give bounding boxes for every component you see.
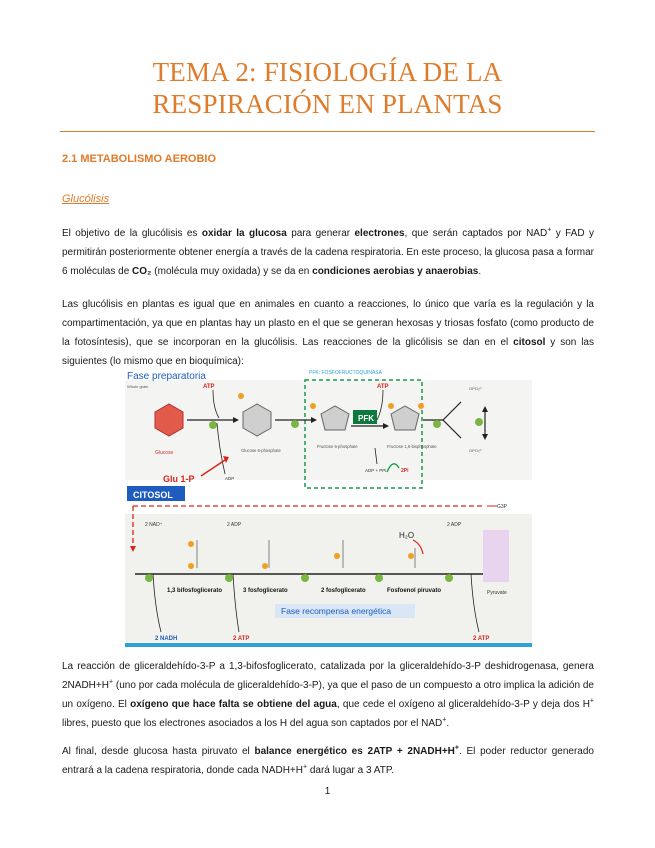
fase-preparatoria-label: Fase preparatoria [127, 371, 206, 382]
pep-label: Fosfoenol piruvato [387, 588, 441, 594]
atp-label-1: ATP [203, 384, 215, 390]
blue-bottom-bar [125, 643, 532, 647]
glycolysis-figure [125, 368, 532, 651]
title-line-2: RESPIRACIÓN EN PLANTAS [152, 89, 503, 119]
paragraph-2: Las glucólisis en plantas es igual que en animales en cuanto a reacciones, lo único que varía es la regulación y la compartimentación, ya que en plantas hay un plasto en el que se generan hexosas y triosas fosfato (como producto de la fotosíntesis), que se incorporan en la glucólisis. Las reacciones de la glicólisis se dan en el citosol y son las siguientes (lo mismo que en bioquímica): [62, 299, 594, 367]
atp-label-2: ATP [377, 384, 389, 390]
pyruvate-label: Pyruvate [487, 590, 507, 596]
paragraph-1: El objetivo de la glucólisis es oxidar la glucosa para generar electrones, que serán captados por NAD+ y FAD y permitirán posteriormente obtener energía a través de la cadena respiratoria. En este proceso, la glucosa pasa a formar 6 moléculas de CO₂ (molécula muy oxidada) y se da en condiciones aerobias y anaerobias. [62, 226, 594, 277]
glucose-label: Glucose [155, 450, 174, 456]
recompensa-label: Fase recompensa energética [281, 606, 392, 616]
nad-label: 2 NAD⁺ [145, 522, 163, 528]
pyruvate-box [483, 530, 509, 582]
citosol-label: CITOSOL [133, 490, 173, 500]
ppi-label: ADP + PPi [365, 468, 387, 473]
adp-label-1: ADP [225, 476, 235, 481]
svg-text:OPO₃²⁻: OPO₃²⁻ [469, 386, 483, 391]
pg2-label: 2 fosfoglicerato [321, 588, 366, 594]
paragraph-4: Al final, desde glucosa hasta piruvato el balance energético es 2ATP + 2NADH+H+. El poder reductor generado entrará a la cadena respiratoria, donde cada NADH+H+ dará lugar a 3 ATP. [62, 744, 594, 776]
page-title [60, 56, 595, 120]
nadh-label: 2 NADH [155, 636, 178, 642]
wholegrain-label: Whole grain [127, 384, 149, 389]
fructose16bp-label: Fructose 1,6-bisphosphate [387, 444, 437, 449]
h2o-label: H₂O [399, 531, 415, 540]
svg-text:OPO₃²⁻: OPO₃²⁻ [469, 448, 483, 453]
pfk-header-label: PFK: FOSFOFRUCTOQUINASA [309, 370, 382, 376]
title-rule [60, 131, 595, 132]
paragraph-3: La reacción de gliceraldehído-3-P a 1,3-bifosfoglicerato, catalizada por la gliceraldehído-3-P deshidrogenasa, genera 2NADH+H+ (uno por cada molécula de gliceraldehído-3-P), ya que el paso de un compuesto a otro implica la adición de un oxígeno. El oxígeno que hace falta se obtiene del agua, que cede el oxígeno al gliceraldehído-3-P y deja dos H+ libres, puesto que los electrones asociados a los H del agua son captados por el NAD+. [62, 661, 595, 729]
pfk-label: PFK [358, 414, 374, 423]
bpg-label: 1,3 bifosfoglicerato [167, 588, 223, 594]
glu1p-label: Glu 1-P [163, 474, 195, 484]
atp-bottom-label-2: 2 ATP [473, 636, 490, 642]
subsection-heading: Glucólisis [62, 193, 110, 205]
g3p-label: G3P [497, 504, 508, 510]
pi2-label: 2Pi [401, 468, 409, 474]
title-line-1: TEMA 2: FISIOLOGÍA DE LA [152, 57, 503, 87]
pg3-label: 3 fosfoglicerato [243, 588, 288, 594]
glucose6p-label: Glucose 6-phosphate [241, 448, 281, 453]
fructose6p-label: Fructose 6-phosphate [317, 444, 358, 449]
atp-bottom-label-1: 2 ATP [233, 636, 250, 642]
adp-label-2: 2 ADP [227, 522, 242, 528]
adp-label-3: 2 ADP [447, 522, 462, 528]
section-heading: 2.1 METABOLISMO AEROBIO [62, 153, 217, 165]
page-number: 1 [324, 786, 331, 797]
